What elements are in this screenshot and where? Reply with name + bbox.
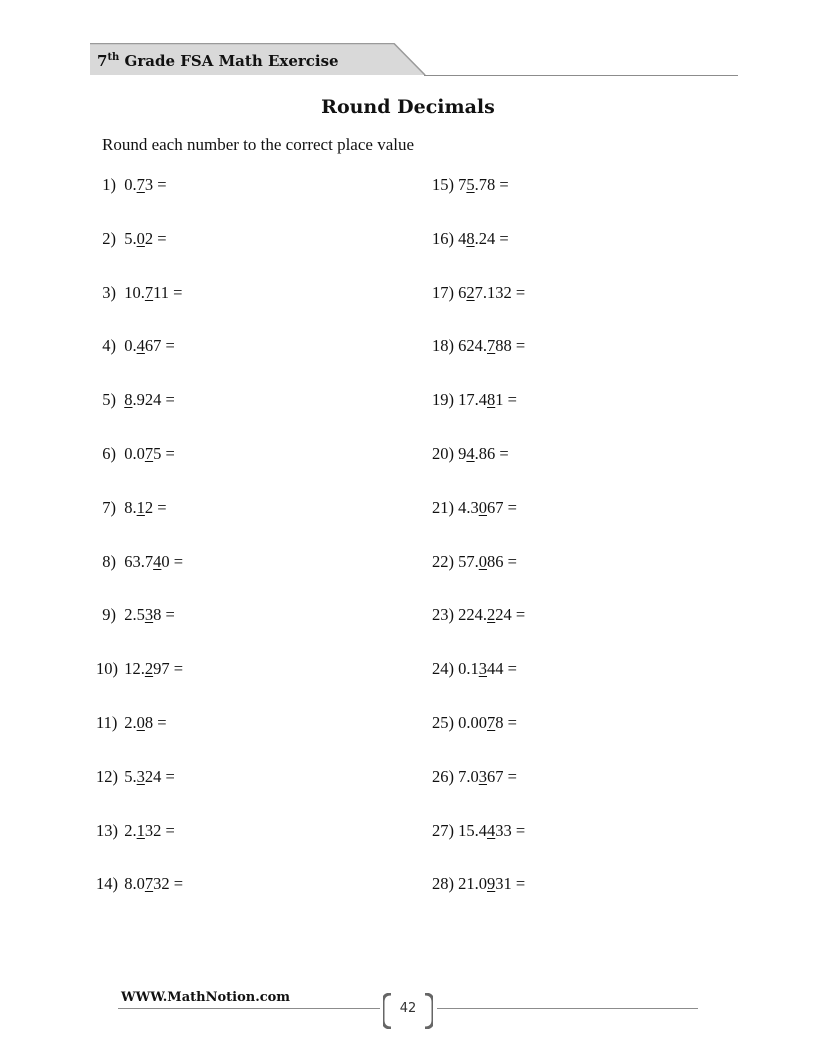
- problem-item: [432, 444, 509, 464]
- problem-value-post: 24 =: [495, 605, 526, 625]
- problem-number: 10): [96, 659, 118, 679]
- problem-item: [432, 821, 525, 841]
- problem-item: [96, 390, 175, 410]
- problem-value-pre: 0.: [124, 175, 137, 194]
- problem-value-post: 88 =: [495, 336, 526, 356]
- problem-item: [432, 605, 525, 625]
- problem-number: 21): [432, 497, 454, 517]
- problem-item: [96, 713, 167, 733]
- problem-item: [96, 444, 175, 464]
- problem-value-post: 31 =: [495, 874, 526, 894]
- problem-number: 26): [432, 766, 454, 786]
- underlined-digit: 7: [144, 282, 154, 302]
- problem-value-post: 0 =: [161, 551, 184, 571]
- problem-gap: [116, 229, 124, 248]
- page-number: 42: [399, 1001, 417, 1016]
- problem-number: 19): [432, 390, 454, 410]
- problem-value-post: 97 =: [153, 659, 184, 679]
- problem-number: 4): [102, 336, 116, 356]
- problem-number: 24): [432, 659, 454, 679]
- problem-number: 20): [432, 444, 454, 463]
- problem-item: [432, 713, 517, 733]
- problem-item: [96, 605, 175, 625]
- underlined-digit: 1: [136, 820, 145, 840]
- problem-item: [96, 498, 167, 518]
- underlined-digit: 4: [487, 820, 496, 840]
- problem-number: 28): [432, 874, 454, 894]
- footer-rule-right: [437, 1008, 698, 1009]
- problem-value-post: 5 =: [153, 444, 175, 463]
- problem-item: [432, 552, 517, 572]
- problem-value-pre: 2.: [124, 713, 137, 732]
- problem-value-pre: 7: [458, 175, 467, 194]
- problem-value-pre: 0.1: [458, 659, 479, 679]
- problem-value-post: 8 =: [153, 605, 175, 625]
- underlined-digit: 0: [478, 551, 487, 571]
- problem-number: 14): [96, 874, 118, 894]
- problem-value-post: .86 =: [474, 444, 509, 463]
- problem-item: [96, 552, 183, 572]
- problem-number: 12): [96, 766, 118, 786]
- problem-gap: [116, 659, 124, 678]
- problem-item: [96, 874, 183, 894]
- problem-value-post: .924 =: [132, 390, 175, 410]
- problem-item: [432, 874, 525, 894]
- problem-number: 9): [102, 605, 116, 625]
- problem-gap: [116, 552, 124, 571]
- problem-number: 17): [432, 282, 454, 302]
- underlined-digit: 7: [487, 336, 496, 356]
- underlined-digit: 7: [144, 444, 154, 463]
- problem-value-pre: 224.: [458, 605, 487, 625]
- problem-value-post: 2 =: [144, 228, 167, 248]
- problem-value-pre: 5.: [124, 766, 137, 786]
- problem-item: [96, 821, 175, 841]
- problem-value-pre: 21.0: [458, 874, 487, 894]
- problem-value-pre: 2.: [124, 820, 137, 840]
- underlined-digit: 8: [466, 228, 475, 248]
- underlined-digit: 2: [466, 282, 475, 302]
- problem-number: 6): [102, 444, 116, 463]
- problem-item: [432, 175, 509, 195]
- problem-item: [432, 498, 517, 518]
- problem-value-post: 32 =: [153, 874, 184, 894]
- problem-number: 16): [432, 228, 454, 248]
- problem-value-post: 44 =: [487, 659, 517, 679]
- footer-rule-left: [118, 1008, 380, 1009]
- problem-value-pre: 6: [458, 282, 467, 302]
- page-title: Round Decimals: [321, 96, 495, 118]
- header-title: 7th Grade FSA Math Exercise: [97, 52, 339, 70]
- problem-item: [96, 659, 183, 679]
- problem-value-pre: 7.0: [458, 766, 479, 786]
- problem-item: [432, 336, 525, 356]
- problem-number: 18): [432, 336, 454, 356]
- problem-value-pre: 9: [458, 444, 467, 463]
- problem-item: [432, 283, 525, 303]
- problem-number: 13): [96, 820, 118, 840]
- problem-value-post: 3 =: [144, 175, 167, 194]
- problem-number: 3): [102, 282, 116, 302]
- underlined-digit: 2: [487, 605, 496, 625]
- problem-value-pre: 0.00: [458, 713, 487, 732]
- problem-value-pre: 2.5: [124, 605, 145, 625]
- problem-number: 7): [102, 497, 116, 517]
- problem-value-pre: 4: [458, 228, 467, 248]
- problem-value-pre: 624.: [458, 336, 487, 356]
- problem-gap: [116, 605, 124, 624]
- problem-gap: [116, 874, 124, 893]
- problem-number: 2): [102, 228, 116, 248]
- problem-gap: [116, 175, 124, 194]
- underlined-digit: 0: [136, 713, 145, 732]
- underlined-digit: 3: [478, 766, 487, 786]
- problem-value-post: 33 =: [495, 820, 526, 840]
- problem-value-pre: 0.: [124, 336, 137, 356]
- problem-item: [432, 229, 509, 249]
- underlined-digit: 1: [136, 497, 145, 517]
- problem-value-pre: 8.0: [124, 874, 145, 894]
- problem-value-pre: 15.4: [458, 820, 487, 840]
- page-number-box: [383, 993, 433, 1029]
- problem-value-post: 67 =: [487, 497, 517, 517]
- problem-item: [96, 229, 167, 249]
- underlined-digit: 9: [487, 874, 496, 894]
- underlined-digit: 3: [478, 659, 487, 679]
- underlined-digit: 7: [487, 713, 496, 732]
- problem-value-post: 1 =: [495, 390, 517, 410]
- problem-number: 5): [102, 390, 116, 410]
- problem-value-pre: 8.: [124, 497, 137, 517]
- problem-value-post: 2 =: [144, 497, 167, 517]
- underlined-digit: 7: [136, 175, 145, 194]
- problem-value-pre: 0.0: [124, 444, 145, 463]
- problem-value-post: 67 =: [144, 336, 175, 356]
- problem-number: 25): [432, 713, 454, 732]
- problem-item: [96, 767, 175, 787]
- underlined-digit: 3: [144, 605, 154, 625]
- problem-gap: [116, 713, 124, 732]
- problem-value-post: 8 =: [495, 713, 517, 732]
- problem-value-pre: 4.3: [458, 497, 479, 517]
- problem-value-post: 32 =: [144, 820, 175, 840]
- header-rule: [424, 75, 738, 76]
- problem-gap: [116, 390, 124, 409]
- problem-number: 8): [102, 551, 116, 571]
- underlined-digit: 8: [487, 390, 496, 410]
- problem-value-post: 7.132 =: [474, 282, 526, 302]
- problem-gap: [116, 283, 124, 302]
- problem-value-post: 11 =: [153, 282, 183, 302]
- problem-value-pre: 10.: [124, 282, 145, 302]
- header-tab: [90, 43, 426, 76]
- problem-item: [96, 336, 175, 356]
- problem-gap: [116, 444, 124, 463]
- problem-item: [432, 390, 517, 410]
- problem-number: 1): [102, 175, 116, 194]
- problem-number: 22): [432, 551, 454, 571]
- problem-item: [96, 283, 182, 303]
- problem-item: [432, 767, 517, 787]
- problem-value-pre: 63.7: [124, 551, 154, 571]
- problem-gap: [116, 821, 124, 840]
- underlined-digit: 7: [144, 874, 154, 894]
- underlined-digit: 4: [466, 444, 475, 463]
- problem-value-post: 24 =: [144, 766, 175, 786]
- problem-value-pre: 12.: [124, 659, 145, 679]
- problem-number: 15): [432, 175, 454, 194]
- problem-number: 11): [96, 713, 118, 732]
- underlined-digit: 4: [153, 551, 162, 571]
- problem-item: [432, 659, 517, 679]
- problem-number: 23): [432, 605, 454, 625]
- problem-value-post: .78 =: [474, 175, 509, 194]
- underlined-digit: 8: [124, 390, 133, 410]
- problem-gap: [116, 767, 124, 786]
- problem-number: 27): [432, 820, 454, 840]
- problem-gap: [116, 336, 124, 355]
- problem-value-post: 86 =: [487, 551, 517, 571]
- problem-value-post: .24 =: [474, 228, 509, 248]
- problem-value-pre: 17.4: [458, 390, 487, 410]
- problem-gap: [116, 498, 124, 517]
- problem-item: [96, 175, 167, 195]
- problem-value-post: 67 =: [487, 766, 517, 786]
- problem-value-post: 8 =: [144, 713, 167, 732]
- problem-value-pre: 57.: [458, 551, 479, 571]
- underlined-digit: 0: [478, 497, 487, 517]
- underlined-digit: 3: [136, 766, 145, 786]
- instructions: Round each number to the correct place value: [102, 135, 415, 154]
- underlined-digit: 4: [136, 336, 145, 356]
- problem-value-pre: 5.: [124, 228, 137, 248]
- underlined-digit: 5: [466, 175, 475, 194]
- underlined-digit: 2: [144, 659, 154, 679]
- footer-website: WWW.MathNotion.com: [121, 990, 291, 1005]
- underlined-digit: 0: [136, 228, 145, 248]
